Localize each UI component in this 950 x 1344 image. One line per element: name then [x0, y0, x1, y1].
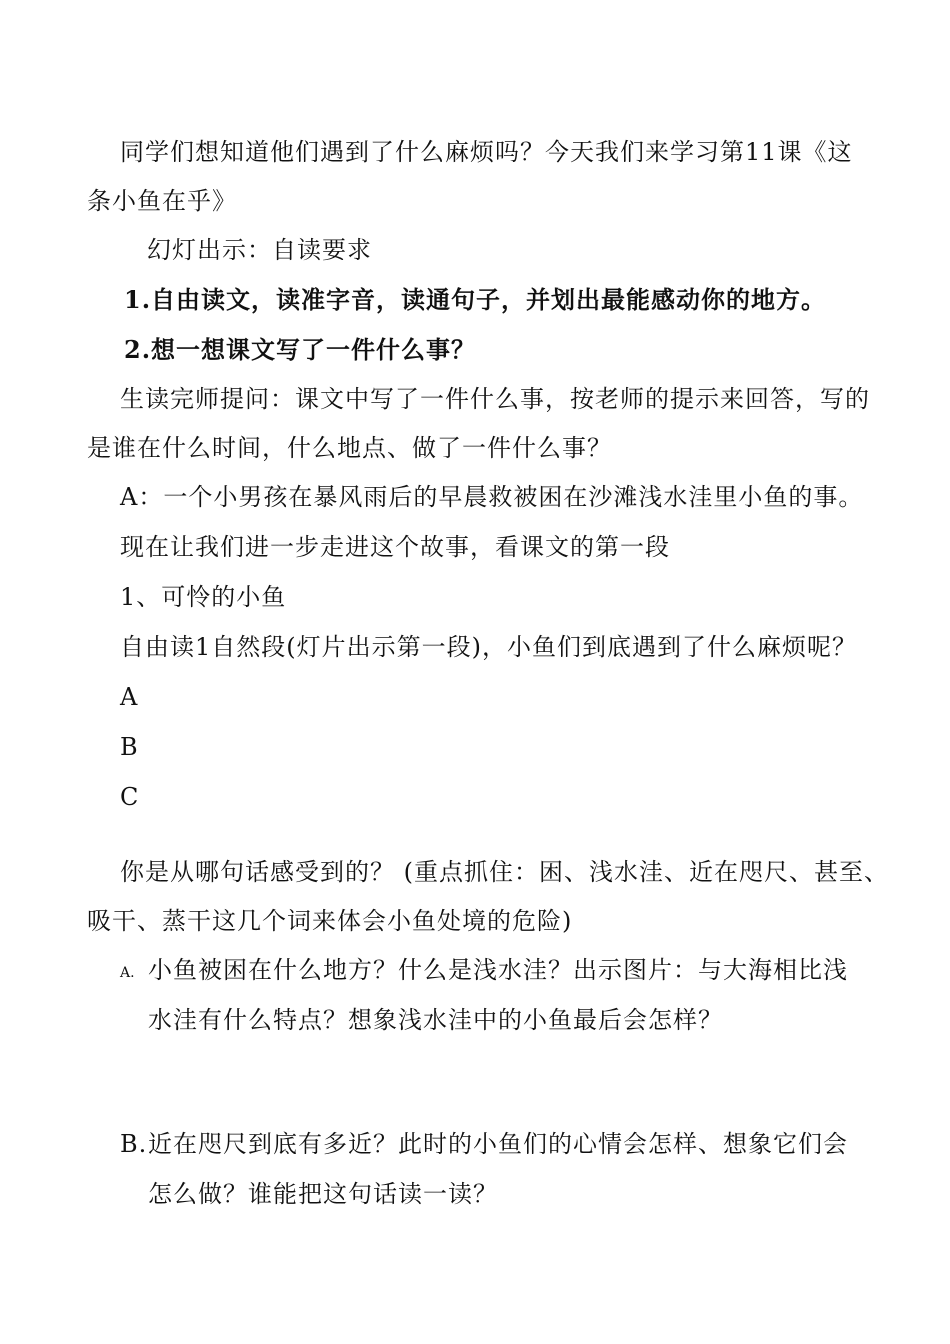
- requirement-1: 1.自由读文，读准字音，读通句子，并划出最能感动你的地方。: [124, 285, 827, 314]
- requirement-2: 2.想一想课文写了一件什么事？: [124, 335, 477, 364]
- item-a-marker: A.: [120, 965, 135, 981]
- item-b-marker: B.: [120, 1130, 148, 1158]
- option-a: A: [120, 683, 139, 711]
- read-prompt: 自由读1自然段(灯片出示第一段)，小鱼们到底遇到了什么麻烦呢？: [120, 633, 857, 661]
- option-b: B: [120, 733, 139, 761]
- item-b-line-1: 近在咫尺到底有多近？此时的小鱼们的心情会怎样、想象它们会: [148, 1130, 848, 1158]
- item-a-line-1: 小鱼被困在什么地方？什么是浅水洼？出示图片：与大海相比浅: [148, 956, 848, 984]
- feel-question-line-2: 吸干、蒸干这几个词来体会小鱼处境的危险): [87, 907, 573, 935]
- transition-line: 现在让我们进一步走进这个故事，看课文的第一段: [120, 533, 670, 561]
- intro-line-1: 同学们想知道他们遇到了什么麻烦吗？今天我们来学习第11课《这: [120, 138, 853, 166]
- section-title: 1、可怜的小鱼: [120, 583, 287, 611]
- feel-question-line-1: 你是从哪句话感受到的？ (重点抓住：困、浅水洼、近在咫尺、甚至、: [120, 858, 889, 886]
- teacher-question-line-2: 是谁在什么时间，什么地点、做了一件什么事？: [87, 434, 612, 462]
- item-b-line-2: 怎么做？谁能把这句话读一读？: [148, 1180, 498, 1208]
- item-a-line-2: 水洼有什么特点？想象浅水洼中的小鱼最后会怎样？: [148, 1006, 723, 1034]
- option-c: C: [120, 783, 140, 811]
- intro-line-2: 条小鱼在乎》: [87, 187, 237, 215]
- slide-label: 幻灯出示：自读要求: [147, 236, 372, 264]
- answer-line: A：一个小男孩在暴风雨后的早晨救被困在沙滩浅水洼里小鱼的事。: [120, 483, 864, 511]
- teacher-question-line-1: 生读完师提问：课文中写了一件什么事，按老师的提示来回答，写的: [120, 385, 870, 413]
